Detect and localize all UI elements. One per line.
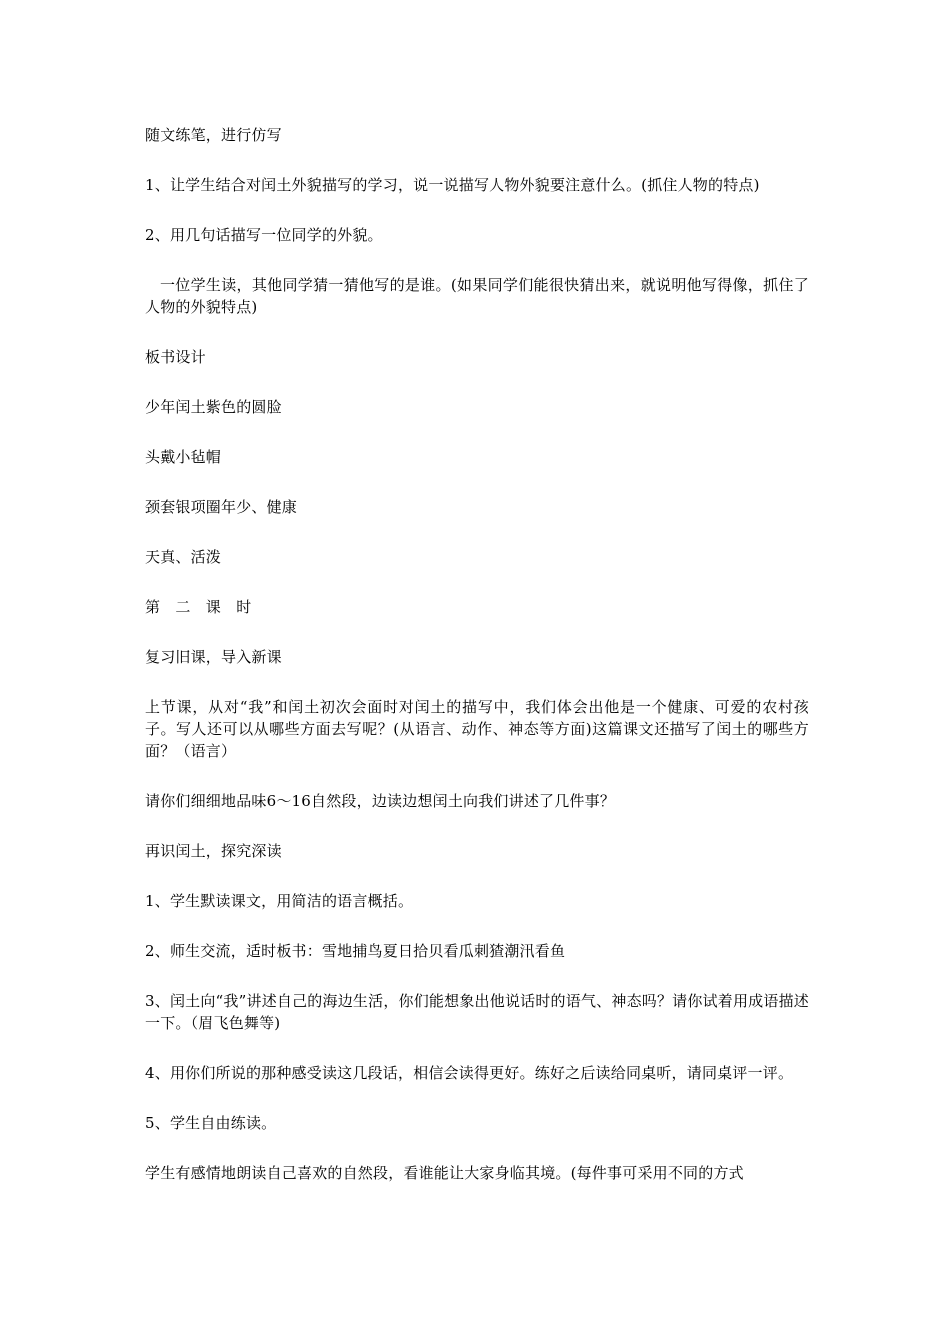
paragraph-step-5: 5、学生自由练读。 xyxy=(145,1114,277,1132)
paragraph-board-line-2: 头戴小毡帽 xyxy=(145,448,222,466)
paragraph-last-lesson-recap: 上节课，从对“我”和闰土初次会面时对闰土的描写中，我们体会出他是一个健康、可爱的农村孩子。写人还可以从哪些方面去写呢？(从语言、动作、神态等方面)这篇课文还描写了闰土的哪些方面？（语言） xyxy=(145,698,809,760)
paragraph-item-1-appearance: 1、让学生结合对闰土外貌描写的学习，说一说描写人物外貌要注意什么。(抓住人物的特点) xyxy=(145,176,760,194)
paragraph-board-line-3: 颈套银项圈年少、健康 xyxy=(145,498,298,516)
paragraph-step-4: 4、用你们所说的那种感受读这几段话，相信会读得更好。练好之后读给同桌听，请同桌评一评。 xyxy=(145,1064,794,1082)
paragraph-step-1: 1、学生默读课文，用简洁的语言概括。 xyxy=(145,892,414,910)
paragraph-step-3: 3、闰土向“我”讲述自己的海边生活，你们能想象出他说话时的语气、神态吗？请你试着用成语描述一下。（眉飞色舞等) xyxy=(145,992,809,1032)
document-body xyxy=(145,124,809,1212)
paragraph-item-2-describe: 2、用几句话描写一位同学的外貌。 xyxy=(145,226,383,244)
paragraph-emotional-reading: 学生有感情地朗读自己喜欢的自然段，看谁能让大家身临其境。(每件事可采用不同的方式 xyxy=(145,1164,744,1182)
paragraph-board-line-4: 天真、活泼 xyxy=(145,548,222,566)
paragraph-writing-practice-heading: 随文练笔，进行仿写 xyxy=(145,126,282,144)
paragraph-read-paragraphs-prompt: 请你们细细地品味6～16自然段，边读边想闰土向我们讲述了几件事？ xyxy=(145,792,616,810)
paragraph-deep-reading-heading: 再识闰土，探究深读 xyxy=(145,842,282,860)
paragraph-guess-activity: 一位学生读，其他同学猜一猜他写的是谁。(如果同学们能很快猜出来，就说明他写得像，抓住了人物的外貌特点) xyxy=(145,276,809,316)
paragraph-step-2: 2、师生交流，适时板书：雪地捕鸟夏日拾贝看瓜刺猹潮汛看鱼 xyxy=(145,942,566,960)
paragraph-board-line-1: 少年闰土紫色的圆脸 xyxy=(145,398,282,416)
paragraph-board-design-heading: 板书设计 xyxy=(145,348,206,366)
paragraph-second-lesson-heading: 第 二 课 时 xyxy=(145,598,252,616)
paragraph-review-heading: 复习旧课，导入新课 xyxy=(145,648,282,666)
